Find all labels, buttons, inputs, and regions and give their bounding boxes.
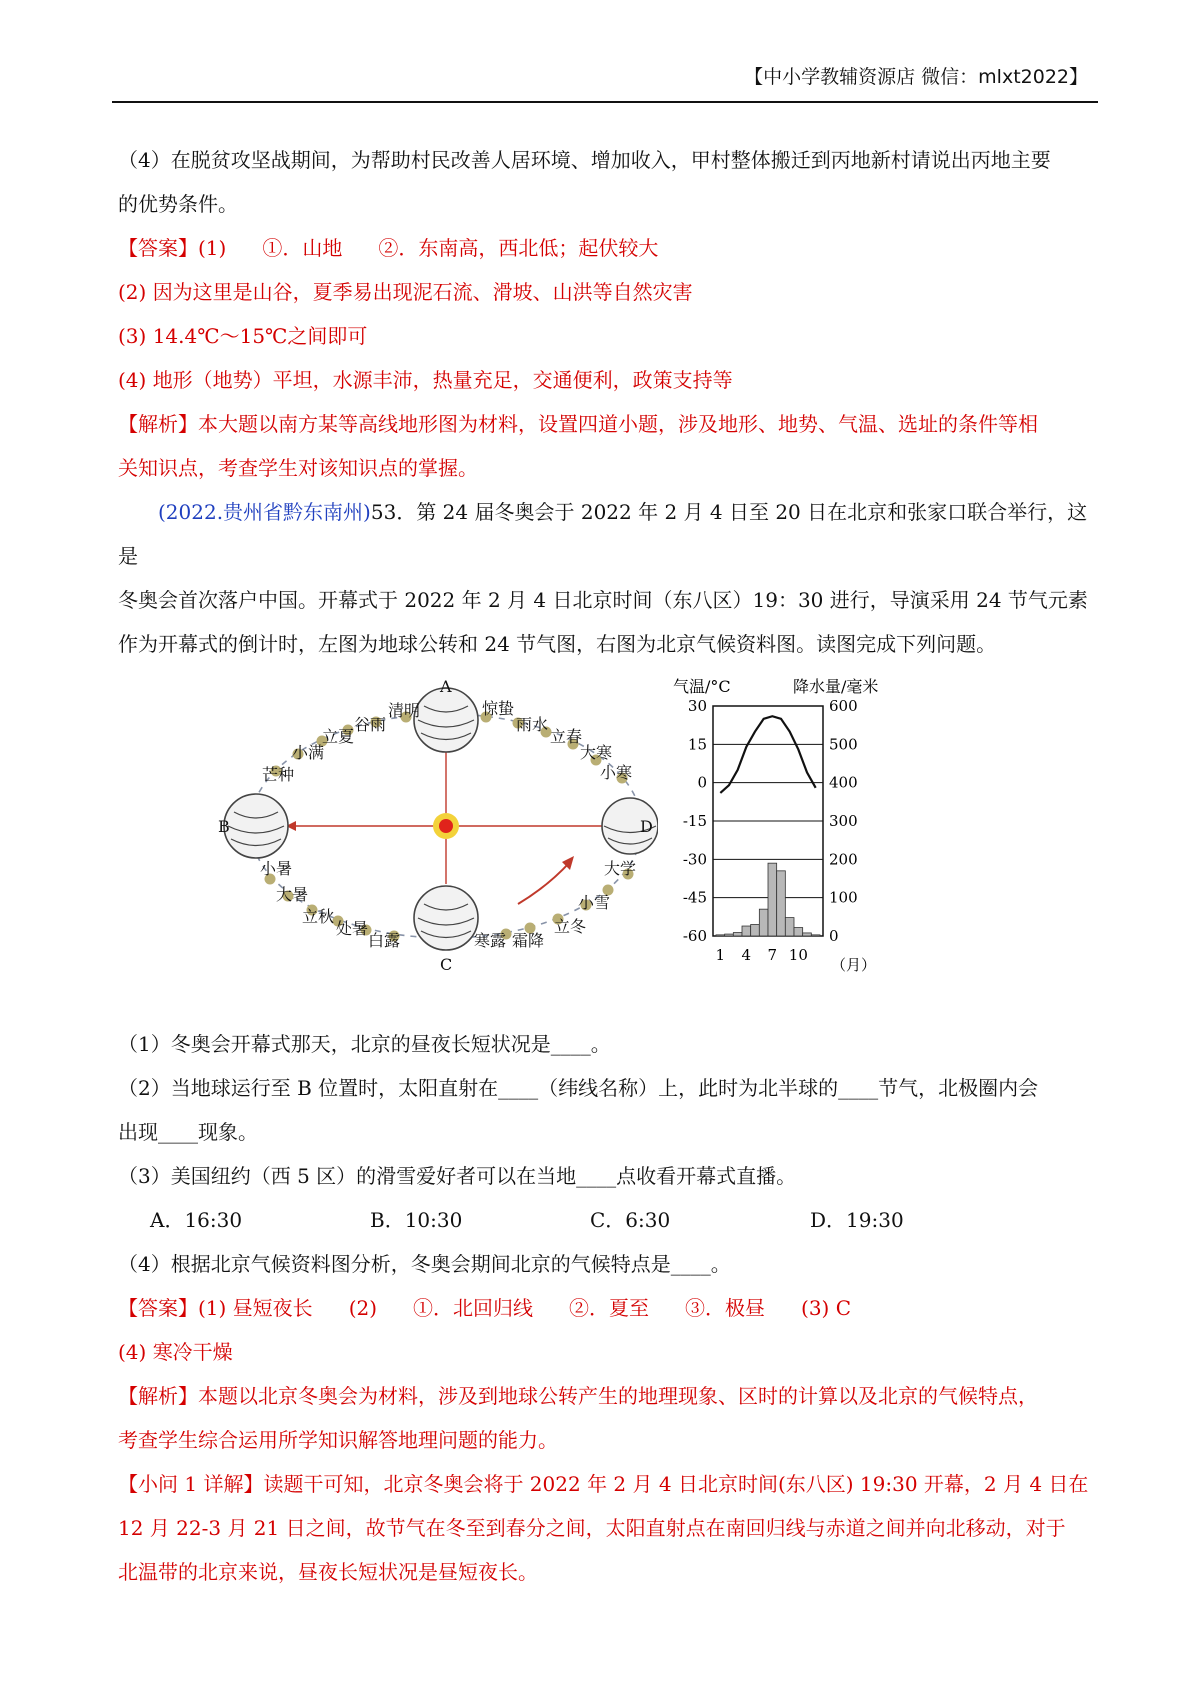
y-right-tick-label: 0: [829, 927, 839, 945]
y-right-tick-label: 400: [829, 773, 858, 792]
answer-2-2a: ①．北回归线: [413, 1296, 534, 1320]
label-B: B: [218, 817, 230, 836]
page-content: [118, 138, 1098, 1594]
term-label: 白露: [368, 931, 401, 950]
term-label: 大学: [604, 859, 637, 878]
term-label: 立夏: [322, 727, 355, 746]
question-1: （1）冬奥会开幕式那天，北京的昼夜长短状况是____。: [118, 1032, 611, 1056]
precip-bar: [768, 863, 777, 936]
precip-bar: [742, 926, 751, 936]
term-label: 小雪: [578, 893, 611, 912]
question-53-text1: 53．第 24 届冬奥会于 2022 年 2 月 4 日至 20 日在北京和张家口联合举行，这是: [118, 500, 1088, 568]
analysis-1-text1: 本大题以南方某等高线地形图为材料，设置四道小题，涉及地形、地势、气温、选址的条件等相: [198, 412, 1038, 436]
precip-bar: [725, 934, 734, 936]
y-left-tick-label: -30: [682, 850, 707, 869]
precip-bar: [777, 871, 786, 936]
sun-icon: [433, 813, 459, 839]
precip-bar: [751, 925, 760, 937]
earth-position-A: [414, 688, 478, 752]
precip-bar: [716, 935, 725, 936]
analysis-block-1-line2: 关知识点，考查学生对该知识点的掌握。: [118, 456, 478, 480]
term-label: 小满: [292, 743, 325, 762]
x-tick-label: 1: [715, 946, 726, 964]
x-tick-label: 7: [767, 946, 778, 964]
term-label: 清明: [388, 701, 421, 720]
term-label: 谷雨: [354, 715, 387, 734]
y-left-tick-label: -60: [682, 927, 707, 945]
answer-block-2-line1: [118, 1286, 1098, 1330]
precip-bar: [759, 909, 768, 936]
y-left-tick-label: 15: [687, 735, 707, 754]
answer-block-1-line3: (3) 14.4℃～15℃之间即可: [118, 324, 368, 348]
question-4-line1: （4）在脱贫攻坚战期间，为帮助村民改善人居环境、增加收入，甲村整体搬迁到丙地新村请说出丙地主要: [118, 148, 1051, 172]
option-a: A．16:30: [150, 1208, 243, 1232]
analysis-tag: 【解析】: [118, 412, 198, 436]
answer-block-1-line2: (2) 因为这里是山谷，夏季易出现泥石流、滑坡、山洪等自然灾害: [118, 280, 693, 304]
option-d: D．19:30: [810, 1208, 904, 1232]
detail-tag: 【小问 1 详解】: [118, 1472, 264, 1496]
y-right-tick-label: 300: [829, 812, 858, 830]
answer-tag: 【答案】: [118, 236, 198, 260]
question-3-options: [118, 1198, 1098, 1242]
x-tick-label: 4: [741, 946, 752, 964]
y-right-tick-label: 100: [829, 888, 858, 907]
option-b: B．10:30: [370, 1208, 463, 1232]
answer-block-2-line2: (4) 寒冷干燥: [118, 1340, 233, 1364]
question-53-line3: 作为开幕式的倒计时，左图为地球公转和 24 节气图，右图为北京气候资料图。读图完成下列问题。: [118, 632, 997, 656]
question-4-line2: 的优势条件。: [118, 192, 238, 216]
precip-bar: [785, 918, 794, 936]
term-label: 立秋: [302, 907, 335, 926]
analysis-block-2-line2: 考查学生综合运用所学知识解答地理问题的能力。: [118, 1428, 558, 1452]
answer-1b: ②．东南高，西北低；起伏较大: [378, 236, 659, 260]
precip-bar: [794, 928, 803, 936]
header-rule: [112, 101, 1098, 103]
earth-position-C: [414, 886, 478, 950]
answer-2-2c: ③．极昼: [685, 1296, 766, 1320]
question-2-line2: 出现____现象。: [118, 1120, 258, 1144]
analysis-tag: 【解析】: [118, 1384, 198, 1408]
question-53-line1: [118, 490, 1098, 578]
question-source: (2022.贵州省黔东南州): [158, 500, 371, 524]
term-label: 大暑: [276, 885, 309, 904]
answer-2-1: (1) 昼短夜长: [198, 1296, 313, 1320]
y-right-tick-label: 200: [829, 850, 858, 869]
precip-bar: [733, 933, 742, 936]
label-D: D: [640, 817, 653, 836]
term-label: 雨水: [516, 715, 549, 734]
question-3: （3）美国纽约（西 5 区）的滑雪爱好者可以在当地____点收看开幕式直播。: [118, 1164, 797, 1188]
y-right-tick-label: 600: [829, 697, 858, 715]
temperature-line: [720, 716, 815, 793]
answer-block-1-line1: [118, 226, 1098, 270]
month-unit-label: （月）: [831, 956, 877, 974]
figures: [118, 676, 1098, 1016]
earth-orbit-diagram: [218, 676, 658, 976]
analysis-block-2-line1: [118, 1374, 1098, 1418]
term-label: 处暑: [336, 919, 369, 938]
answer-2-3: (3) C: [801, 1296, 852, 1320]
y-left-tick-label: 30: [687, 697, 707, 715]
label-A: A: [440, 677, 452, 696]
detail-1-line3: 北温带的北京来说，昼夜长短状况是昼短夜长。: [118, 1560, 538, 1584]
analysis-block-1-line1: [118, 402, 1098, 446]
y-left-tick-label: -15: [682, 812, 707, 830]
detail-1-line1: [118, 1462, 1098, 1506]
term-label: 霜降: [512, 931, 545, 950]
climate-left-label: 气温/°C: [673, 677, 731, 696]
question-4: （4）根据北京气候资料图分析，冬奥会期间北京的气候特点是____。: [118, 1252, 731, 1276]
answer-1a: ①．山地: [262, 236, 343, 260]
answer-tag: 【答案】: [118, 1296, 198, 1320]
question-2-line1: （2）当地球运行至 B 位置时，太阳直射在____（纬线名称）上，此时为北半球的____节气，北极圈内会: [118, 1076, 1039, 1100]
analysis-2-text1: 本题以北京冬奥会为材料，涉及到地球公转产生的地理现象、区时的计算以及北京的气候特点，: [198, 1384, 1038, 1408]
beijing-climate-chart: [653, 670, 933, 980]
y-right-tick-label: 500: [829, 735, 858, 754]
x-tick-label: 10: [788, 946, 808, 964]
term-label: 小暑: [260, 859, 293, 878]
label-C: C: [440, 955, 453, 974]
detail-1-line2: 12 月 22-3 月 21 日之间，故节气在冬至到春分之间，太阳直射点在南回归线与赤道之间并向北移动，对于: [118, 1516, 1066, 1540]
answer-2-2: (2): [348, 1296, 378, 1320]
term-label: 立春: [550, 727, 583, 746]
term-label: 小寒: [600, 763, 633, 782]
term-label: 大寒: [580, 743, 613, 762]
y-left-tick-label: 0: [697, 773, 707, 792]
precip-bar: [811, 935, 820, 936]
y-left-tick-label: -45: [682, 888, 707, 907]
answer-block-1-line4: (4) 地形（地势）平坦，水源丰沛，热量充足，交通便利，政策支持等: [118, 368, 733, 392]
term-label: 寒露: [474, 931, 507, 950]
term-label: 芒种: [262, 765, 295, 784]
page-header: 【中小学教辅资源店 微信：mlxt2022】: [744, 66, 1088, 88]
answer-2-2b: ②．夏至: [569, 1296, 650, 1320]
answer-1-num: (1): [198, 236, 227, 260]
option-c: C．6:30: [590, 1208, 671, 1232]
earth-position-B: [224, 794, 288, 858]
climate-right-label: 降水量/毫米: [793, 677, 879, 696]
term-label: 惊蛰: [482, 699, 515, 718]
question-53-line2: 冬奥会首次落户中国。开幕式于 2022 年 2 月 4 日北京时间（东八区）19：30 进行，导演采用 24 节气元素: [118, 588, 1088, 612]
term-label: 立冬: [554, 917, 587, 936]
precip-bar: [803, 933, 812, 936]
detail-1-text1: 读题干可知，北京冬奥会将于 2022 年 2 月 4 日北京时间(东八区) 19:30 开幕，2 月 4 日在: [263, 1472, 1089, 1496]
